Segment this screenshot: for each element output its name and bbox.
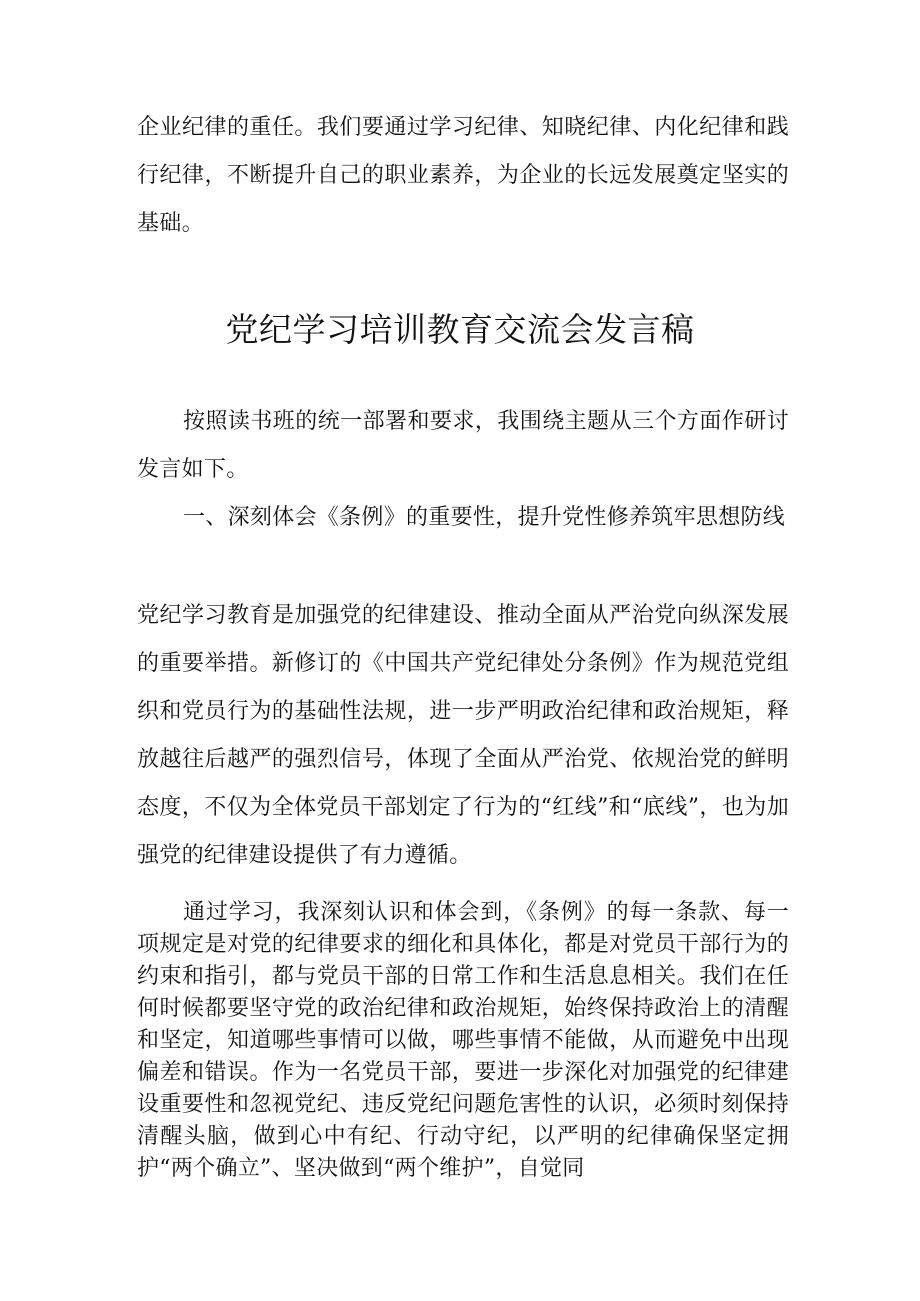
body-paragraph-2: 通过学习，我深刻认识和体会到，《条例》的每一条款、每一项规定是对党的纪律要求的细化和具体化，都是对党员干部行为的约束和指引，都与党员干部的日常工作和生活息息相关。我们在任何时候都要坚守党的政治纪律和政治规矩，始终保持政治上的清醒和坚定，知道哪些事情可以做，哪些事情不能做，从而避免中出现偏差和错误。作为一名党员干部，要进一步深化对加强党的纪律建设重要性和忽视党纪、违反党纪问题危害性的认识，必须时刻保持清醒头脑，做到心中有纪、行动守纪，以严明的纪律确保坚定拥护“两个确立”、坚决做到“两个维护”，自觉同 [137, 900, 789, 1181]
section-heading: 一、深刻体会《条例》的重要性，提升党性修养筑牢思想防线 [183, 505, 786, 530]
body-paragraph-1: 党纪学习教育是加强党的纪律建设、推动全面从严治党向纵深发展的重要举措。新修订的《中国共产党纪律处分条例》作为规范党组织和党员行为的基础性法规，进一步严明政治纪律和政治规矩，释放越往后越严的强烈信号，体现了全面从严治党、依规治党的鲜明态度，不仅为全体党员干部划定了行为的“红线”和“底线”，也为加强党的纪律建设提供了有力遵循。 [137, 603, 789, 868]
document-title: 党纪学习培训教育交流会发言稿 [225, 310, 695, 349]
intro-paragraph: 企业纪律的重任。我们要通过学习纪律、知晓纪律、内化纪律和践行纪律，不断提升自己的职业素养，为企业的长远发展奠定坚实的基础。 [137, 115, 789, 236]
opening-paragraph: 按照读书班的统一部署和要求，我围绕主题从三个方面作研讨发言如下。 [137, 409, 789, 482]
